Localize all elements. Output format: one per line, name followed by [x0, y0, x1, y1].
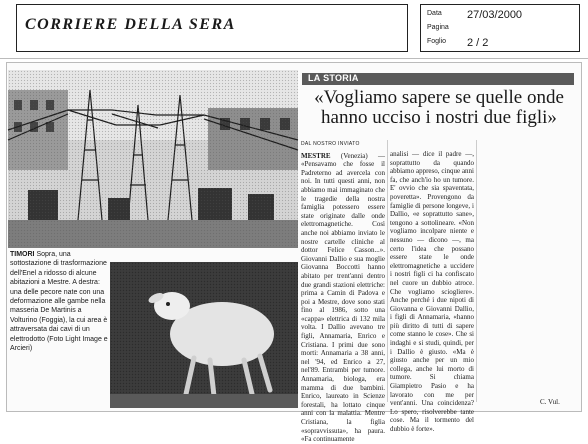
substation-photo: [8, 70, 298, 248]
date-label: Data: [427, 10, 442, 17]
column-1-text: (Venezia) — «Pensavamo che fosse il Padreterno ad avercela con noi. In tutti questi anni, non abbiamo mai immaginato che le tragedie della nostra famiglia potessero essere state originate dalle onde elettromagnetiche. Così anche noi abbiamo inviato le nostre cartelle cliniche al dottor Felice Casson...». Giovanni Dallio e sua moglie Giovanna Boccotti hanno abitato per trent'anni dentro due grandi stazioni elettriche: prima a Camin di Padova e poi a Mestre, dove sono stati fino al 1986, sotto una «cappa» elettrica di 132 mila volta. I Dallio avevano tre figli, Annamaria, Enrico e Cristiana. I primi due sono morti: Annamaria a 38 anni, nel '94, ed Enrico a 27, nel'89. Entrambi per tumore. Annamaria, biologa, era mamma di due bambini. Enrico, laureato in Scienze forestali, ha lottato cinque anni con la malattia. Mentre Cristiana, la figlia «sopravvissuta», ha paura. «Fa continuamente: [301, 151, 385, 444]
article-column-2: [390, 150, 474, 433]
sheet-row: [425, 37, 577, 51]
sheep-photo: [110, 262, 298, 408]
article-headline: «Vogliamo sapere se quelle onde hanno ucciso i nostri due figli»: [314, 87, 564, 128]
date-value: 27/03/2000: [467, 9, 523, 21]
masthead: CORRIERE DELLA SERA: [16, 4, 408, 52]
photo-caption: [10, 250, 108, 410]
clipping-header: [0, 0, 588, 60]
column-rule: [476, 140, 477, 402]
byline: DAL NOSTRO INVIATO: [301, 141, 360, 147]
page-row: [425, 23, 577, 37]
sheet-label: Foglio: [427, 38, 447, 45]
metadata-box: [420, 4, 580, 52]
dateline: MESTRE: [301, 151, 331, 160]
header-divider: [0, 58, 588, 59]
caption-lead: TIMORI: [10, 251, 35, 258]
page-label: Pagina: [427, 24, 449, 31]
caption-text: Sopra, una sottostazione di trasformazione dell'Enel a ridosso di alcune abitazioni a Mestre. A destra: una delle pecore nate con una deformazione alle gambe nella masseria De Martinis a Volturino (Foggia), la cui area è attraversata dai cavi di un elettrodotto (Foto Light Image e Arcieri): [10, 251, 108, 353]
column-2-text: analisi — dice il padre —, soprattutto da quando abbiamo appreso, cinque anni fa, che anch'io ho un tumore. E' ovvio che sia spaventata, poveretta». Provengono da famiglie di persone longeve, i Dallio, «e soprattutto sane», tengono a sottolineare. «Non vogliamo incolpare niente e nessuno — dicono —, ma certo l'idea che possano essere state le onde elettromagnetiche a uccidere i nostri figli ci ha confiscato nel cuore un dubbio atroce. Che vogliamo sciogliere». Anche perché i due nipoti di Giovanna e Giovanni Dallio, i figli di Annamaria, «hanno più diritto di tutti di sapere come stanno le cose». Che si indaghi e si studi, quindi, per i Dallio è giusto. «Ma è giusto anche per un mio collega, anche lui morto di tumore. Si chiama Giampietro Pasio e ha lavorato con me per vent'anni. Una coincidenza? Lo spero, risolverebbe tante cose. Ma il tormento del dubbio è forte».: [390, 150, 474, 433]
article-column-1: [301, 140, 385, 444]
sheet-value: 2 / 2: [467, 37, 489, 49]
kicker-label: LA STORIA: [308, 73, 359, 83]
column-rule: [387, 140, 388, 402]
author-signoff: C. Vul.: [540, 398, 560, 406]
section-kicker: [302, 73, 574, 85]
date-row: [425, 9, 577, 23]
